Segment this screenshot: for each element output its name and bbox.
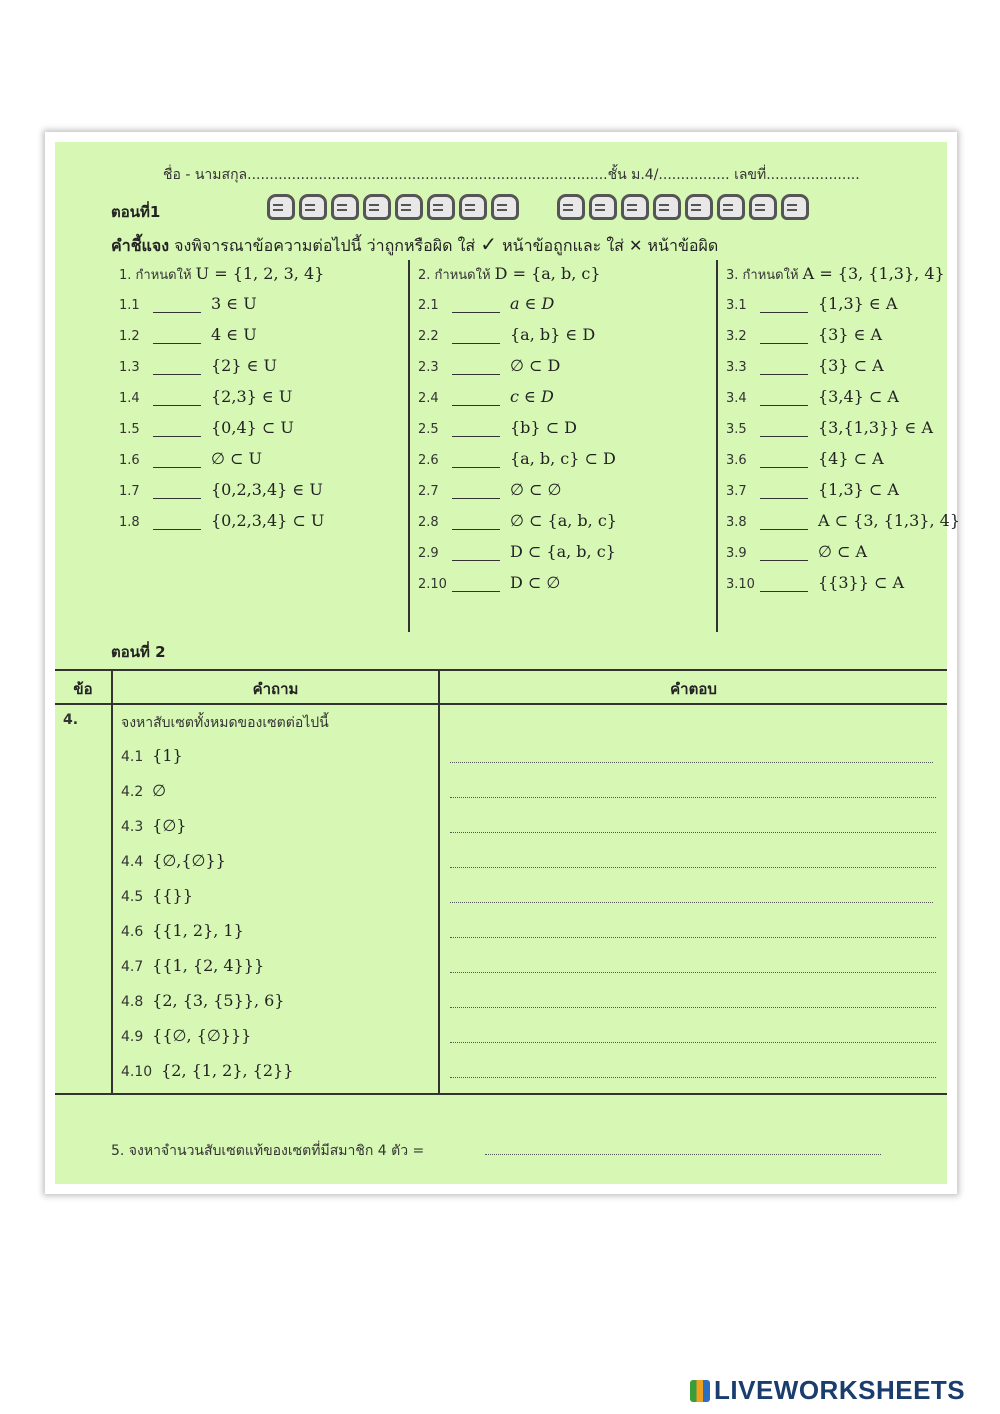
item-num: 2.3 — [418, 360, 439, 375]
item-expr: 4 ∈ U — [211, 325, 257, 344]
answer-blank[interactable] — [760, 298, 808, 313]
item-expr: {0,4} ⊂ U — [211, 418, 294, 437]
item-expr: ∅ ⊂ ∅ — [510, 480, 562, 499]
item-num: 4.10 — [121, 1064, 153, 1080]
item-expr: {{1, 2}, 1} — [152, 921, 244, 940]
list-item — [726, 448, 946, 470]
item-num: 1.4 — [119, 391, 140, 406]
item-expr: {∅} — [152, 816, 187, 835]
worksheet-background — [55, 142, 960, 1184]
section-1-title: ตอนที่1 — [111, 203, 161, 221]
item-num: 2.2 — [418, 329, 439, 344]
check-icon: ✓ — [480, 232, 498, 256]
stamp-icon — [621, 194, 649, 220]
list-item — [119, 293, 409, 315]
table-row — [121, 991, 293, 1026]
question-number: 4. — [63, 712, 79, 728]
item-num: 4.6 — [121, 924, 144, 940]
item-expr: {3,4} ⊂ A — [818, 387, 899, 406]
item-expr: {2} ∈ U — [211, 356, 278, 375]
table-header-border — [55, 703, 947, 705]
item-num: 2.4 — [418, 391, 439, 406]
item-expr: {2,3} ∈ U — [211, 387, 293, 406]
question-text: จงหาสับเซตทั้งหมดของเซตต่อไปนี้ — [121, 715, 329, 731]
item-expr: {4} ⊂ A — [818, 449, 884, 468]
item-num: 2.8 — [418, 515, 439, 530]
item-expr: {0,2,3,4} ∈ U — [211, 480, 323, 499]
subset-items — [121, 746, 293, 1096]
item-num: 2.9 — [418, 546, 439, 561]
answer-blank[interactable] — [153, 360, 201, 375]
answer-blank[interactable] — [760, 422, 808, 437]
item-expr: ∅ ⊂ {a, b, c} — [510, 511, 617, 530]
list-item — [119, 510, 409, 532]
stamp-icon — [427, 194, 455, 220]
item-num: 1.3 — [119, 360, 140, 375]
answer-blank[interactable] — [452, 298, 500, 313]
title-expr: A = {3, {1,3}, 4} — [802, 264, 945, 283]
list-item — [119, 355, 409, 377]
answer-blank[interactable] — [760, 360, 808, 375]
stamp-icon — [653, 194, 681, 220]
item-expr: {1,3} ⊂ A — [818, 480, 899, 499]
item-num: 4.1 — [121, 749, 144, 765]
list-item — [418, 293, 718, 315]
item-expr: {1} — [152, 746, 183, 765]
item-num: 1.5 — [119, 422, 140, 437]
column-divider — [716, 260, 718, 632]
answer-line[interactable] — [450, 867, 936, 868]
title-expr: D = {a, b, c} — [494, 264, 601, 283]
answer-blank[interactable] — [452, 329, 500, 344]
list-item — [418, 355, 718, 377]
answer-line[interactable] — [450, 762, 933, 763]
answer-line[interactable] — [450, 1042, 936, 1043]
answer-line[interactable] — [450, 1007, 936, 1008]
answer-line[interactable] — [450, 902, 933, 903]
stamp-icon — [395, 194, 423, 220]
item-num: 1.8 — [119, 515, 140, 530]
table-column-divider — [111, 669, 113, 1095]
list-item — [726, 293, 946, 315]
item-num: 3.4 — [726, 391, 747, 406]
table-row — [121, 781, 293, 816]
answer-line[interactable] — [450, 797, 936, 798]
stamp-icon — [749, 194, 777, 220]
item-expr: 3 ∈ U — [211, 294, 257, 313]
table-row — [121, 746, 293, 781]
item-expr: {b} ⊂ D — [510, 418, 578, 437]
item-num: 4.4 — [121, 854, 144, 870]
table-row — [121, 1026, 293, 1061]
column-title — [418, 264, 718, 285]
table-row — [121, 1061, 293, 1096]
instruction-label: คำชี้แจง — [111, 236, 170, 255]
answer-blank[interactable] — [760, 329, 808, 344]
item-num: 3.9 — [726, 546, 747, 561]
answer-line-q5[interactable] — [485, 1154, 881, 1155]
list-item — [418, 324, 718, 346]
item-expr: {2, {1, 2}, {2}} — [161, 1061, 294, 1080]
item-num: 2.10 — [418, 577, 447, 592]
column-divider — [408, 260, 410, 632]
answer-blank[interactable] — [153, 329, 201, 344]
answer-blank[interactable] — [153, 391, 201, 406]
answer-line[interactable] — [450, 937, 936, 938]
answer-blank[interactable] — [452, 577, 500, 592]
item-expr: A ⊂ {3, {1,3}, 4} — [818, 511, 960, 530]
item-expr: ∅ ⊂ A — [818, 542, 868, 561]
list-item — [418, 417, 718, 439]
list-item — [726, 572, 946, 594]
name-line: ชื่อ - นามสกุล.................................................................................ชั้น ม.4/................ เลขที่..................... — [163, 167, 860, 183]
answer-line[interactable] — [450, 1077, 936, 1078]
stamp-icon — [717, 194, 745, 220]
item-expr: {2, {3, {5}}, 6} — [152, 991, 285, 1010]
stamp-row — [267, 194, 813, 220]
item-expr: {1,3} ∈ A — [818, 294, 898, 313]
item-expr: {{}} — [152, 886, 193, 905]
item-num: 1.7 — [119, 484, 140, 499]
answer-blank[interactable] — [452, 453, 500, 468]
table-row — [121, 886, 293, 921]
list-item — [726, 479, 946, 501]
list-item — [119, 324, 409, 346]
column-title — [726, 264, 946, 285]
part1-column-2 — [418, 264, 718, 603]
list-item — [119, 417, 409, 439]
item-num: 4.3 — [121, 819, 144, 835]
item-num: 3.8 — [726, 515, 747, 530]
stamp-icon — [781, 194, 809, 220]
item-num: 2.7 — [418, 484, 439, 499]
answer-line[interactable] — [450, 972, 936, 973]
answer-blank[interactable] — [760, 453, 808, 468]
answer-blank[interactable] — [760, 577, 808, 592]
logo-icon — [690, 1380, 710, 1402]
logo-text: LIVEWORKSHEETS — [714, 1375, 966, 1405]
item-expr: {a, b} ∈ D — [510, 325, 596, 344]
item-expr: {3} ∈ A — [818, 325, 883, 344]
item-num: 1.2 — [119, 329, 140, 344]
answer-blank[interactable] — [153, 515, 201, 530]
table-row — [121, 956, 293, 991]
part1-column-3 — [726, 264, 960, 603]
item-expr: {a, b, c} ⊂ D — [510, 449, 616, 468]
table-row — [121, 816, 293, 851]
list-item — [418, 572, 718, 594]
list-item — [726, 417, 946, 439]
answer-line[interactable] — [450, 832, 936, 833]
list-item — [119, 479, 409, 501]
item-num: 1.6 — [119, 453, 140, 468]
instruction-end: หน้าข้อผิด — [647, 236, 719, 255]
item-num: 3.2 — [726, 329, 747, 344]
liveworksheets-logo[interactable] — [690, 1375, 965, 1406]
list-item — [726, 510, 960, 532]
list-item — [726, 324, 946, 346]
list-item — [726, 386, 946, 408]
answer-blank[interactable] — [452, 515, 500, 530]
item-num: 3.7 — [726, 484, 747, 499]
table-header-question: คำถาม — [252, 680, 299, 698]
stamp-icon — [589, 194, 617, 220]
question-5: 5. จงหาจำนวนสับเซตแท้ของเซตที่มีสมาชิก 4 ตัว = — [111, 1143, 425, 1159]
item-num: 2.1 — [418, 298, 439, 313]
item-expr: {{∅, {∅}}} — [152, 1026, 252, 1045]
stamp-icon — [267, 194, 295, 220]
item-expr: D ⊂ {a, b, c} — [510, 542, 616, 561]
answer-blank[interactable] — [760, 484, 808, 499]
instruction-mid: หน้าข้อถูกและ ใส่ — [502, 236, 624, 255]
answer-blank[interactable] — [452, 422, 500, 437]
stamp-icon — [363, 194, 391, 220]
column-title — [119, 264, 409, 285]
answer-blank[interactable] — [452, 360, 500, 375]
answer-blank[interactable] — [153, 422, 201, 437]
item-num: 3.1 — [726, 298, 747, 313]
title-expr: U = {1, 2, 3, 4} — [195, 264, 325, 283]
item-num: 3.5 — [726, 422, 747, 437]
instruction-text: จงพิจารณาข้อความต่อไปนี้ ว่าถูกหรือผิด ใส่ — [174, 236, 476, 255]
item-expr: {0,2,3,4} ⊂ U — [211, 511, 325, 530]
item-num: 4.5 — [121, 889, 144, 905]
item-expr: {∅,{∅}} — [152, 851, 226, 870]
part1-column-1 — [119, 264, 409, 541]
item-expr: a ∈ D — [510, 294, 555, 313]
item-expr: ∅ ⊂ U — [211, 449, 262, 468]
item-expr: ∅ — [152, 781, 167, 800]
title-prefix: 2. กำหนดให้ — [418, 268, 491, 283]
answer-blank[interactable] — [153, 484, 201, 499]
item-num: 4.2 — [121, 784, 144, 800]
item-expr: D ⊂ ∅ — [510, 573, 561, 592]
item-expr: {3,{1,3}} ∈ A — [818, 418, 933, 437]
answer-blank[interactable] — [452, 484, 500, 499]
title-prefix: 1. กำหนดให้ — [119, 268, 192, 283]
list-item — [418, 479, 718, 501]
stamp-icon — [299, 194, 327, 220]
list-item — [418, 541, 718, 563]
answer-blank[interactable] — [452, 391, 500, 406]
item-expr: ∅ ⊂ D — [510, 356, 561, 375]
table-top-border — [55, 669, 947, 671]
answer-blank[interactable] — [452, 546, 500, 561]
table-row — [121, 851, 293, 886]
answer-blank[interactable] — [760, 546, 808, 561]
worksheet-page — [45, 132, 960, 1194]
item-num: 3.10 — [726, 577, 755, 592]
stamp-icon — [491, 194, 519, 220]
title-prefix: 3. กำหนดให้ — [726, 268, 799, 283]
item-expr: c ∈ D — [510, 387, 554, 406]
item-expr: {{3}} ⊂ A — [818, 573, 905, 592]
answer-blank[interactable] — [760, 391, 808, 406]
item-num: 4.8 — [121, 994, 144, 1010]
table-header-answer: คำตอบ — [670, 680, 717, 698]
stamp-icon — [459, 194, 487, 220]
table-row — [121, 921, 293, 956]
section-2-title: ตอนที่ 2 — [111, 643, 166, 661]
answer-blank[interactable] — [153, 298, 201, 313]
list-item — [119, 386, 409, 408]
table-header-no: ข้อ — [73, 680, 93, 698]
table-column-divider — [438, 669, 440, 1095]
item-num: 2.6 — [418, 453, 439, 468]
item-num: 3.6 — [726, 453, 747, 468]
list-item — [726, 355, 946, 377]
item-expr: {{1, {2, 4}}} — [152, 956, 265, 975]
answer-blank[interactable] — [760, 515, 808, 530]
stamp-icon — [685, 194, 713, 220]
list-item — [418, 386, 718, 408]
cross-icon: ✕ — [628, 236, 643, 255]
list-item — [418, 510, 718, 532]
list-item — [726, 541, 946, 563]
stamp-icon — [331, 194, 359, 220]
item-num: 4.7 — [121, 959, 144, 975]
item-num: 2.5 — [418, 422, 439, 437]
stamp-icon — [557, 194, 585, 220]
list-item — [119, 448, 409, 470]
item-num: 1.1 — [119, 298, 140, 313]
answer-blank[interactable] — [153, 453, 201, 468]
instruction — [111, 232, 718, 259]
item-expr: {3} ⊂ A — [818, 356, 884, 375]
item-num: 3.3 — [726, 360, 747, 375]
item-num: 4.9 — [121, 1029, 144, 1045]
list-item — [418, 448, 718, 470]
